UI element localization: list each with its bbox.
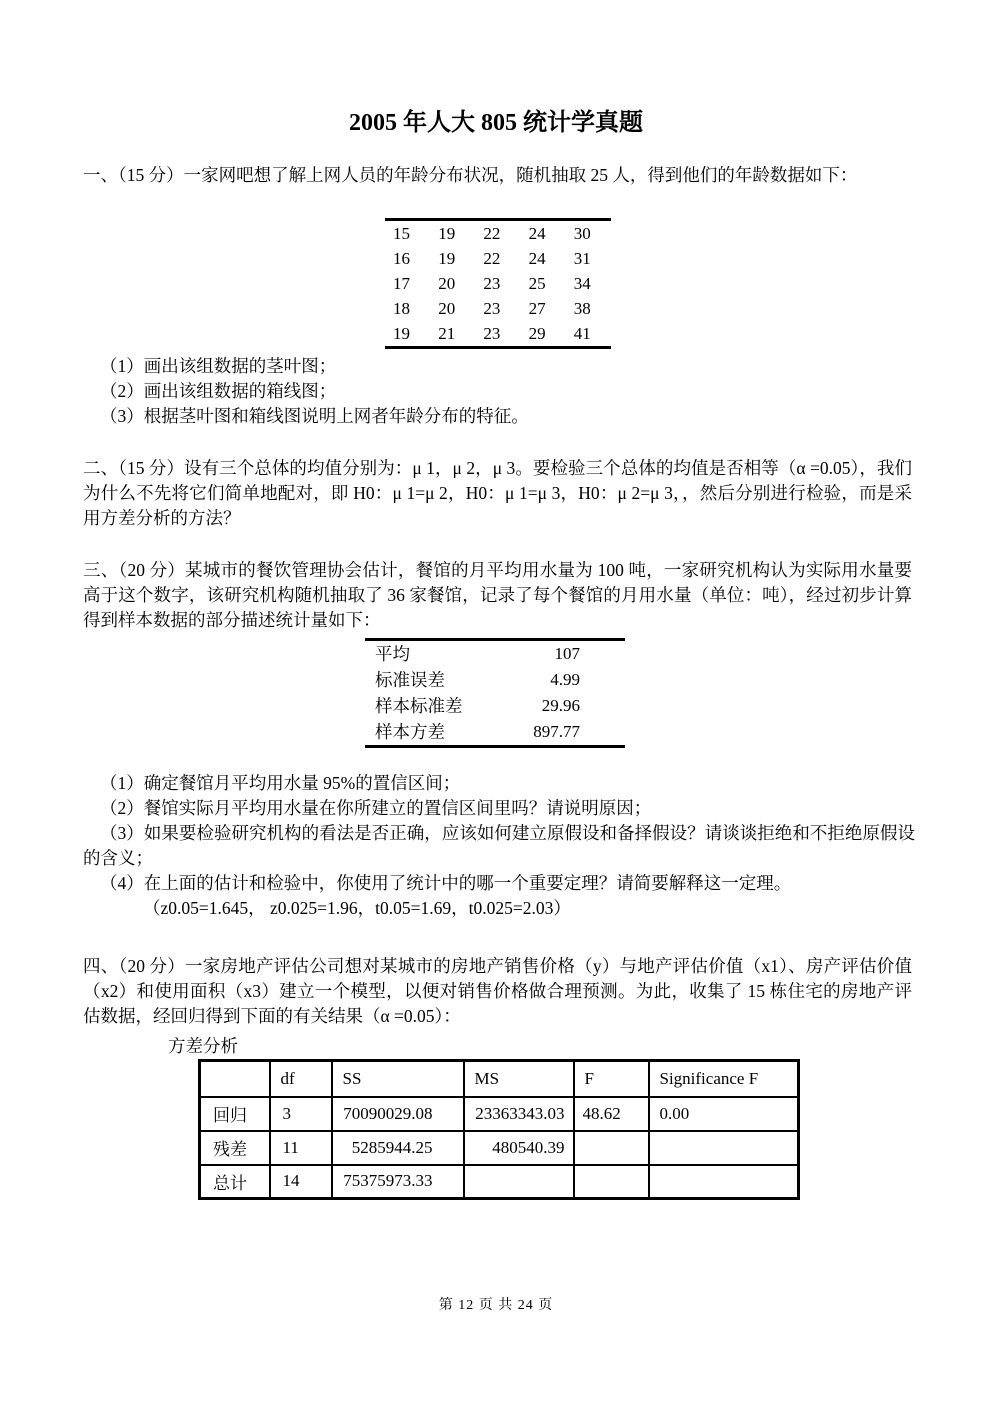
- q1-subquestions: [100, 354, 890, 429]
- cell: 38: [573, 299, 591, 318]
- cell: 24: [528, 224, 546, 243]
- anova-row-residual: [200, 1131, 799, 1165]
- anova-row-regression: [200, 1097, 799, 1131]
- cell: 0.00: [649, 1097, 799, 1131]
- stat-value: 897.77: [533, 722, 580, 741]
- cell: 21: [438, 324, 456, 343]
- cell: 16: [393, 249, 410, 268]
- cell: [649, 1131, 799, 1165]
- cell: 5285944.25: [332, 1131, 464, 1165]
- q3-item-3: （3）如果要检验研究机构的看法是否正确，应该如何建立原假设和备择假设？请谈谈拒绝和不拒绝原假设的含义；: [83, 823, 915, 868]
- header-cell: df: [270, 1061, 332, 1097]
- cell: 75375973.33: [332, 1165, 464, 1199]
- cell: 23: [483, 324, 501, 343]
- q3-item-4: （4）在上面的估计和检验中，你使用了统计中的哪一个重要定理？请简要解释这一定理。: [100, 873, 792, 893]
- cell: 24: [528, 249, 546, 268]
- q3-item-2: （2）餐馆实际月平均用水量在你所建立的置信区间里吗？请说明原因；: [100, 798, 652, 818]
- anova-row-total: [200, 1165, 799, 1199]
- cell: 11: [270, 1131, 332, 1165]
- cell: 41: [573, 324, 591, 343]
- q4-intro: 四、（20 分）一家房地产评估公司想对某城市的房地产销售价格（y）与地产评估价值（x1）、房产评估价值（x2）和使用面积（x3）建立一个模型，以便对销售价格做合理预测。为此，收集了 15 栋住宅的房地产评估数据，经回归得到下面的有关结果（α =0.05）：: [83, 956, 912, 1026]
- cell: 回归: [200, 1097, 270, 1131]
- cell: 20: [438, 274, 456, 293]
- table-row: [385, 246, 611, 271]
- anova-header-row: [200, 1061, 799, 1097]
- table-row: [385, 296, 611, 321]
- q3-intro: 三、（20 分）某城市的餐饮管理协会估计，餐馆的月平均用水量为 100 吨，一家研究机构认为实际用水量要高于这个数字，该研究机构随机抽取了 36 家餐馆，记录了每个餐馆的月用水量（单位：吨），经过初步计算得到样本数据的部分描述统计量如下：: [83, 560, 912, 630]
- cell: 18: [393, 299, 410, 318]
- stat-label: 样本方差: [375, 722, 445, 742]
- table-row: [365, 640, 625, 668]
- table-row: [365, 719, 625, 747]
- cell: 27: [528, 299, 546, 318]
- cell: 19: [438, 224, 456, 243]
- header-cell: F: [574, 1061, 649, 1097]
- page-title: 2005 年人大 805 统计学真题: [349, 110, 643, 136]
- table-row: [385, 220, 611, 247]
- cell: 22: [483, 249, 501, 268]
- cell: 22: [483, 224, 501, 243]
- cell: 17: [393, 274, 410, 293]
- q1-data-table: [385, 218, 611, 349]
- cell: 25: [528, 274, 546, 293]
- stat-value: 4.99: [550, 670, 580, 689]
- q3-subquestions: [83, 771, 915, 921]
- anova-table: [198, 1059, 800, 1200]
- stat-label: 标准误差: [375, 670, 445, 690]
- cell: 19: [393, 324, 410, 343]
- header-cell: SS: [332, 1061, 464, 1097]
- cell: 总计: [200, 1165, 270, 1199]
- stat-value: 29.96: [541, 696, 580, 715]
- q3-item-1: （1）确定餐馆月平均用水量 95%的置信区间；: [100, 773, 461, 793]
- q1-item-1: （1）画出该组数据的茎叶图；: [100, 356, 337, 376]
- anova-title: 方差分析: [168, 1036, 238, 1056]
- cell: [464, 1165, 574, 1199]
- q3-critical-values-note: （z0.05=1.645， z0.025=1.96，t0.05=1.69，t0.025=2.03）: [143, 898, 571, 918]
- cell: 30: [573, 224, 591, 243]
- stat-label: 样本标准差: [375, 696, 463, 716]
- cell: 48.62: [574, 1097, 649, 1131]
- cell: 19: [438, 249, 456, 268]
- header-cell: [200, 1061, 270, 1097]
- table-row: [365, 667, 625, 693]
- q2-text: 二、（15 分）设有三个总体的均值分别为：μ 1，μ 2，μ 3。要检验三个总体的均值是否相等（α =0.05），我们为什么不先将它们简单地配对，即 H0：μ 1=μ 2，H0：μ 1=μ 3，H0：μ 2=μ 3，，然后分别进行检验，而是采用方差分析的方法？: [83, 458, 912, 528]
- header-cell: MS: [464, 1061, 574, 1097]
- stat-label: 平均: [375, 644, 410, 664]
- table-row: [385, 271, 611, 296]
- cell: 31: [573, 249, 591, 268]
- cell: 23: [483, 274, 501, 293]
- cell: 23: [483, 299, 501, 318]
- table-row: [365, 693, 625, 719]
- cell: 15: [393, 224, 410, 243]
- cell: 3: [270, 1097, 332, 1131]
- stat-value: 107: [554, 644, 580, 663]
- cell: 20: [438, 299, 456, 318]
- cell: 14: [270, 1165, 332, 1199]
- table-row: [385, 321, 611, 348]
- header-cell: Significance F: [649, 1061, 799, 1097]
- cell: 34: [573, 274, 591, 293]
- q1-item-3: （3）根据茎叶图和箱线图说明上网者年龄分布的特征。: [100, 406, 529, 426]
- cell: 29: [528, 324, 546, 343]
- page-number-footer: 第 12 页 共 24 页: [438, 1298, 554, 1313]
- cell: 23363343.03: [464, 1097, 574, 1131]
- cell: 70090029.08: [332, 1097, 464, 1131]
- cell: [649, 1165, 799, 1199]
- q3-stats-table: [365, 638, 625, 748]
- cell: [574, 1131, 649, 1165]
- cell: 480540.39: [464, 1131, 574, 1165]
- q1-item-2: （2）画出该组数据的箱线图；: [100, 381, 337, 401]
- cell: [574, 1165, 649, 1199]
- cell: 残差: [200, 1131, 270, 1165]
- q1-intro: 一、（15 分）一家网吧想了解上网人员的年龄分布状况，随机抽取 25 人，得到他们的年龄数据如下：: [83, 165, 858, 185]
